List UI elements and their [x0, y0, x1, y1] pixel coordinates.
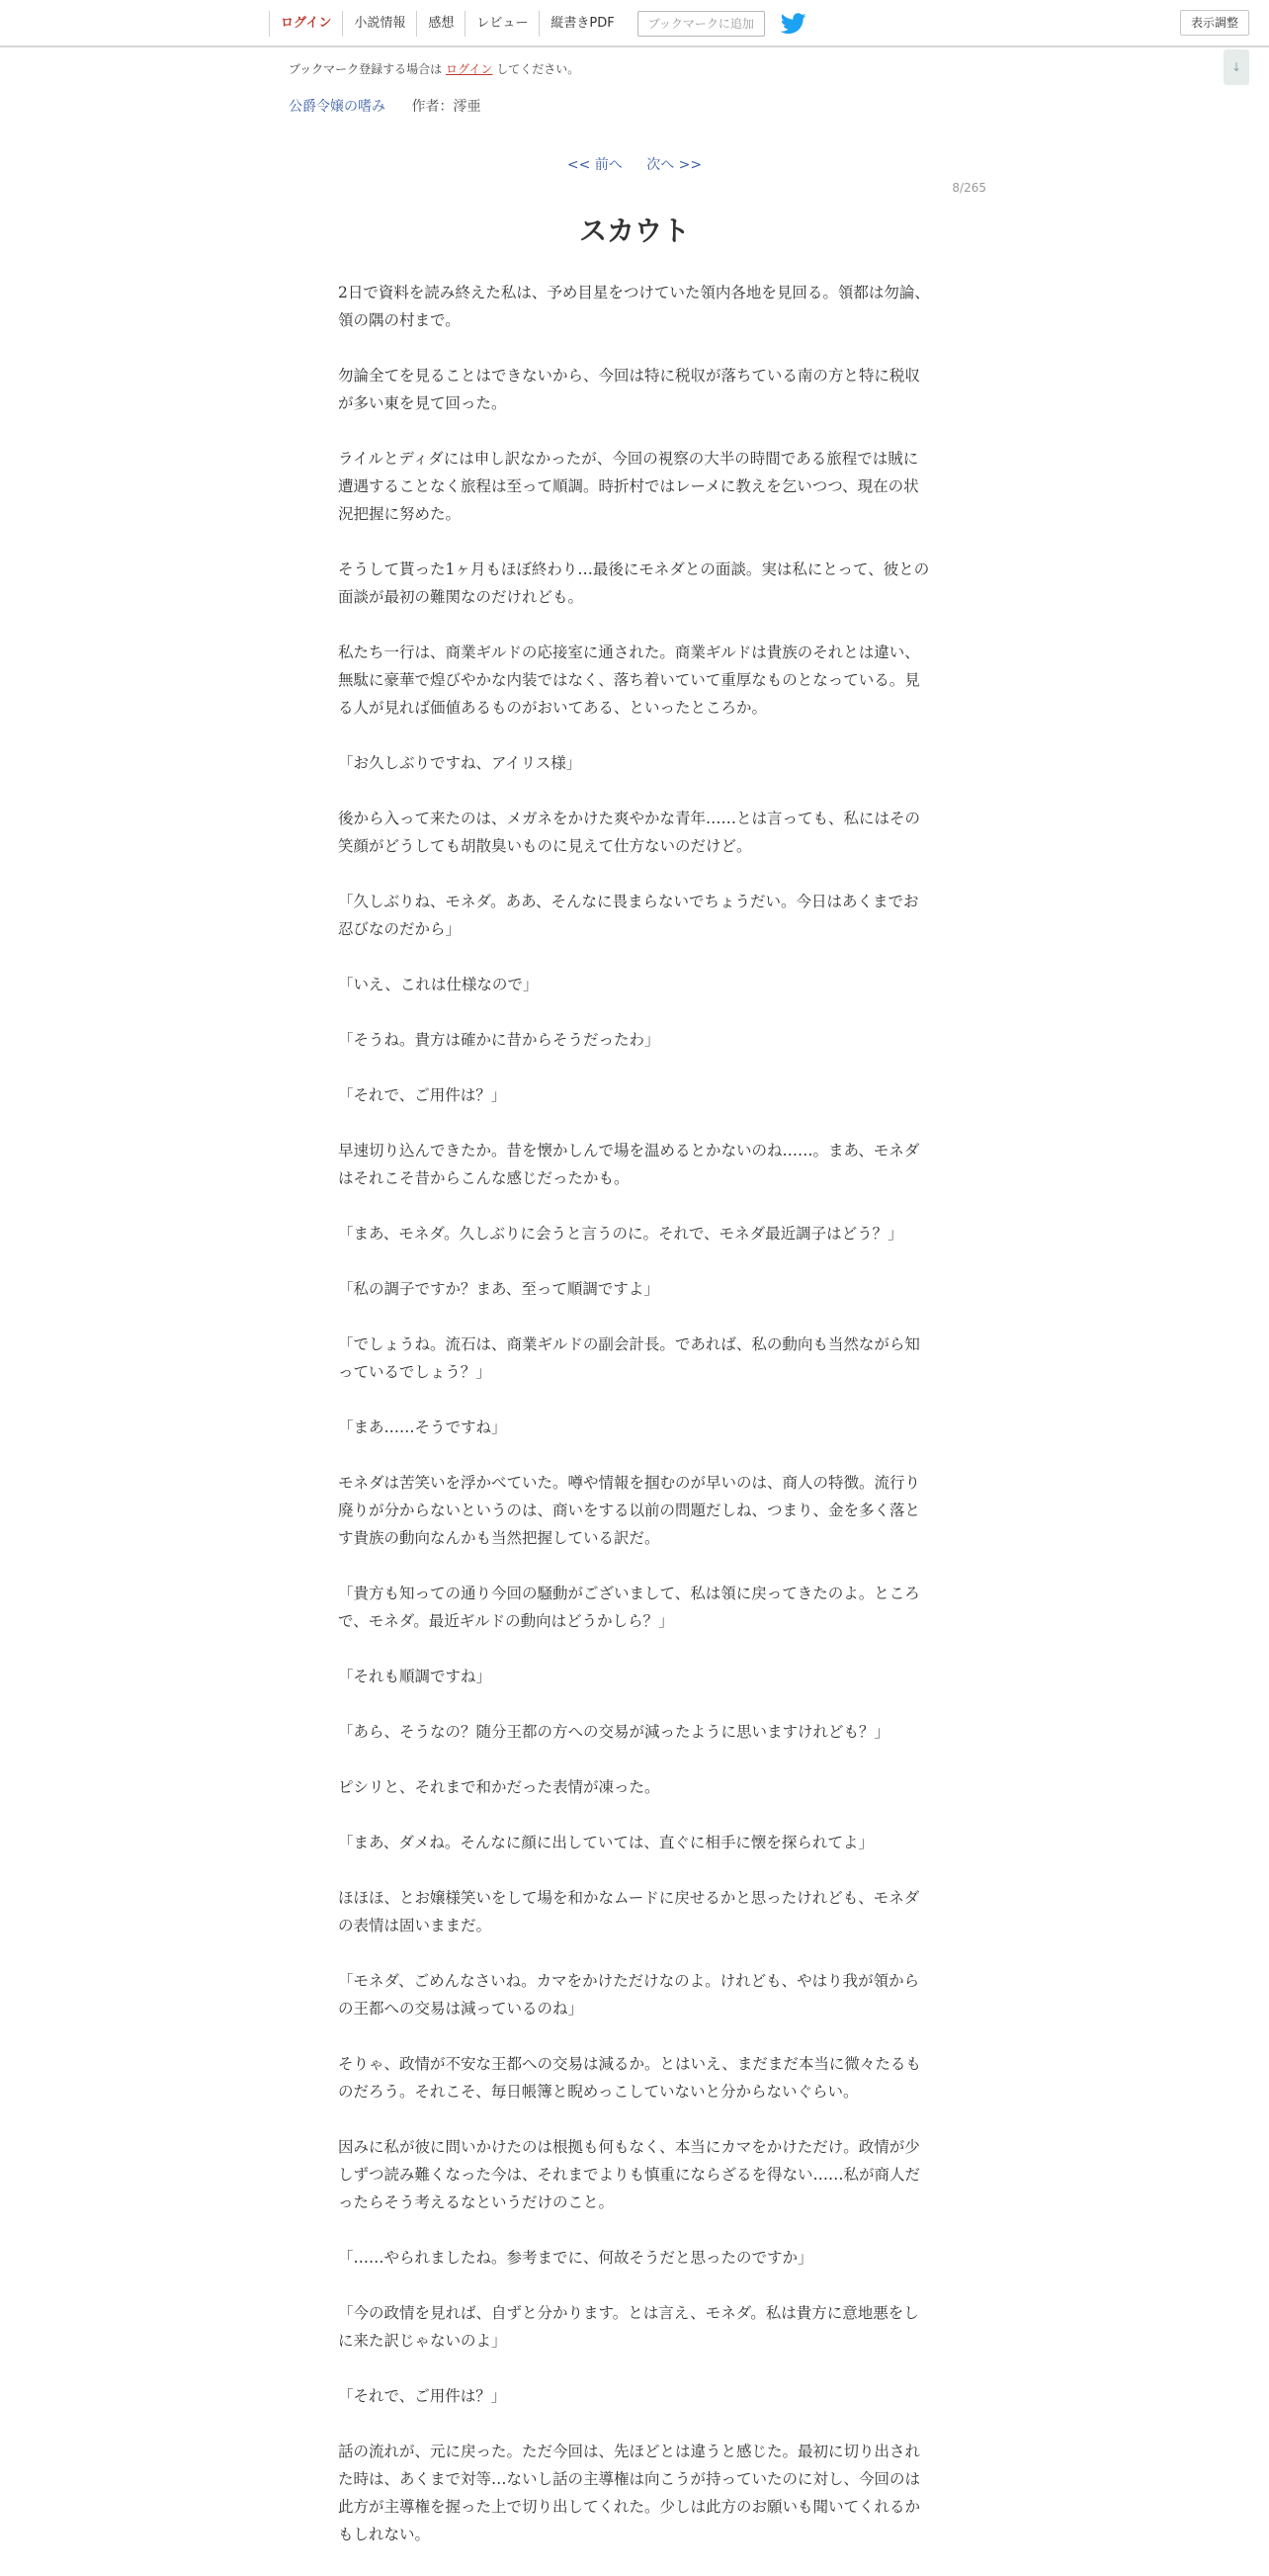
body-paragraph: 「まあ、モネダ。久しぶりに会うと言うのに。それで、モネダ最近調子はどう？」	[338, 1225, 903, 1243]
twitter-bird-icon[interactable]	[781, 13, 806, 35]
notice-suffix: してください。	[496, 62, 580, 76]
body-paragraph: 「お久しぶりですね、アイリス様」	[338, 754, 582, 772]
body-paragraph: ライルとディダには申し訳なかったが、今回の視察の大半の時間である旅程では賊に遭遇することなく旅程は至って順調。時折村ではレーメに教えを乞いつつ、現在の状況把握に努めた。	[338, 450, 919, 523]
novel-title-link[interactable]: 公爵令嬢の嗜み	[289, 99, 385, 115]
scroll-down-tab[interactable]: ↓	[1224, 49, 1249, 85]
chapter-body	[338, 279, 931, 2576]
review-link[interactable]: レビュー	[465, 11, 539, 37]
body-paragraph: 話の流れが、元に戻った。ただ今回は、先ほどとは違うと感じた。最初に切り出された時は、あくまで対等…ないし話の主導権は向こうが持っていたのに対し、今回のは此方が主導権を握った上で切り出してくれた。少しは此方のお願いも聞いてくれるかもしれない。	[338, 2443, 921, 2543]
body-paragraph: 「私の調子ですか？まあ、至って順調ですよ」	[338, 1280, 659, 1298]
author-name: 作者：澪亜	[411, 99, 481, 115]
body-paragraph: 私たち一行は、商業ギルドの応接室に通された。商業ギルドは貴族のそれとは違い、無駄に豪華で煌びやかな内装ではなく、落ち着いていて重厚なものとなっている。見る人が見れば価値あるものがおいてある、といったところか。	[338, 644, 920, 717]
body-paragraph: 「モネダ、ごめんなさいね。カマをかけただけなのよ。けれども、やはり我が領からの王都への交易は減っているのね」	[338, 1972, 920, 2018]
body-paragraph: 「まあ、ダメね。そんなに顔に出していては、直ぐに相手に懐を探られてよ」	[338, 1834, 874, 1851]
body-paragraph: 「それで、ご用件は？」	[338, 1086, 507, 1104]
body-paragraph: 「今の政情を見れば、自ずと分かります。とは言え、モネダ。私は貴方に意地悪をしに来た訳じゃないのよ」	[338, 2304, 919, 2350]
body-paragraph: ほほほ、とお嬢様笑いをして場を和かなムードに戻せるかと思ったけれども、モネダの表情は固いままだ。	[338, 1889, 920, 1934]
notice-prefix: ブックマーク登録する場合は	[289, 62, 443, 76]
vertical-pdf-link[interactable]: 縦書きPDF	[539, 11, 625, 37]
chapter-title: スカウト	[578, 215, 690, 247]
novel-info-link[interactable]: 小説情報	[342, 11, 416, 37]
novel-meta	[289, 96, 480, 116]
body-paragraph: 「でしょうね。流石は、商業ギルドの副会計長。であれば、私の動向も当然ながら知っているでしょう？」	[338, 1335, 920, 1381]
body-paragraph: ピシリと、それまで和かだった表情が凍った。	[338, 1778, 660, 1796]
body-paragraph: 2日で資料を読み終えた私は、予め目星をつけていた領内各地を見回る。領都は勿論、領の隅の村まで。	[338, 284, 930, 329]
body-paragraph: 勿論全てを見ることはできないから、今回は特に税収が落ちている南の方と特に税収が多い東を見て回った。	[338, 367, 920, 412]
top-navigation-bar	[0, 0, 1269, 47]
body-paragraph: 「いえ、これは仕様なので」	[338, 976, 539, 993]
body-paragraph: モネダは苦笑いを浮かべていた。噂や情報を掴むのが早いのは、商人の特徴。流行り廃りが分からないというのは、商いをする以前の問題だしね、つまり、金を多く落とす貴族の動向なんかも当然把握している訳だ。	[338, 1474, 921, 1547]
bookmark-login-notice	[289, 60, 579, 77]
body-paragraph: 早速切り込んできたか。昔を懐かしんで場を温めるとかないのね……。まあ、モネダはそれこそ昔からこんな感じだったかも。	[338, 1142, 920, 1187]
add-bookmark-button[interactable]: ブックマークに追加	[637, 11, 765, 37]
login-link[interactable]: ログイン	[269, 11, 342, 37]
next-chapter-link[interactable]: 次へ >>	[646, 157, 703, 173]
body-paragraph: 「……やられましたね。参考までに、何故そうだと思ったのですか」	[338, 2249, 813, 2267]
body-paragraph: 「あら、そうなの？随分王都の方への交易が減ったように思いますけれども？」	[338, 1723, 890, 1741]
chapter-pager	[0, 154, 1269, 174]
body-paragraph: 「そうね。貴方は確かに昔からそうだったわ」	[338, 1031, 660, 1049]
body-paragraph: 「貴方も知っての通り今回の騒動がございまして、私は領に戻ってきたのよ。ところで、モネダ。最近ギルドの動向はどうかしら？」	[338, 1585, 920, 1630]
body-paragraph: そうして貰った1ヶ月もほぼ終わり…最後にモネダとの面談。実は私にとって、彼との面談が最初の難関なのだけれども。	[338, 560, 930, 606]
chapter-count: 8/265	[952, 181, 986, 195]
body-paragraph: 因みに私が彼に問いかけたのは根拠も何もなく、本当にカマをかけただけ。政情が少しずつ読み難くなった今は、それまでよりも慎重にならざるを得ない……私が商人だったらそう考えるなというだけのこと。	[338, 2138, 921, 2211]
body-paragraph: そりゃ、政情が不安な王都への交易は減るか。とはいえ、まだまだ本当に微々たるものだろう。それこそ、毎日帳簿と睨めっこしていないと分からないぐらい。	[338, 2055, 921, 2101]
body-paragraph: 「それで、ご用件は？」	[338, 2387, 507, 2405]
main-nav	[269, 10, 806, 38]
notice-login-link[interactable]: ログイン	[446, 62, 493, 76]
impressions-link[interactable]: 感想	[416, 11, 465, 37]
display-settings-button[interactable]: 表示調整	[1180, 10, 1249, 36]
body-paragraph: 「久しぶりね、モネダ。ああ、そんなに畏まらないでちょうだい。今日はあくまでお忍びなのだから」	[338, 893, 919, 938]
body-paragraph: 「まあ……そうですね」	[338, 1418, 507, 1436]
body-paragraph: 「それも順調ですね」	[338, 1668, 492, 1685]
body-paragraph: 後から入って来たのは、メガネをかけた爽やかな青年……とは言っても、私にはその笑顔がどうしても胡散臭いものに見えて仕方ないのだけど。	[338, 810, 921, 855]
prev-chapter-link[interactable]: << 前へ	[566, 157, 623, 173]
